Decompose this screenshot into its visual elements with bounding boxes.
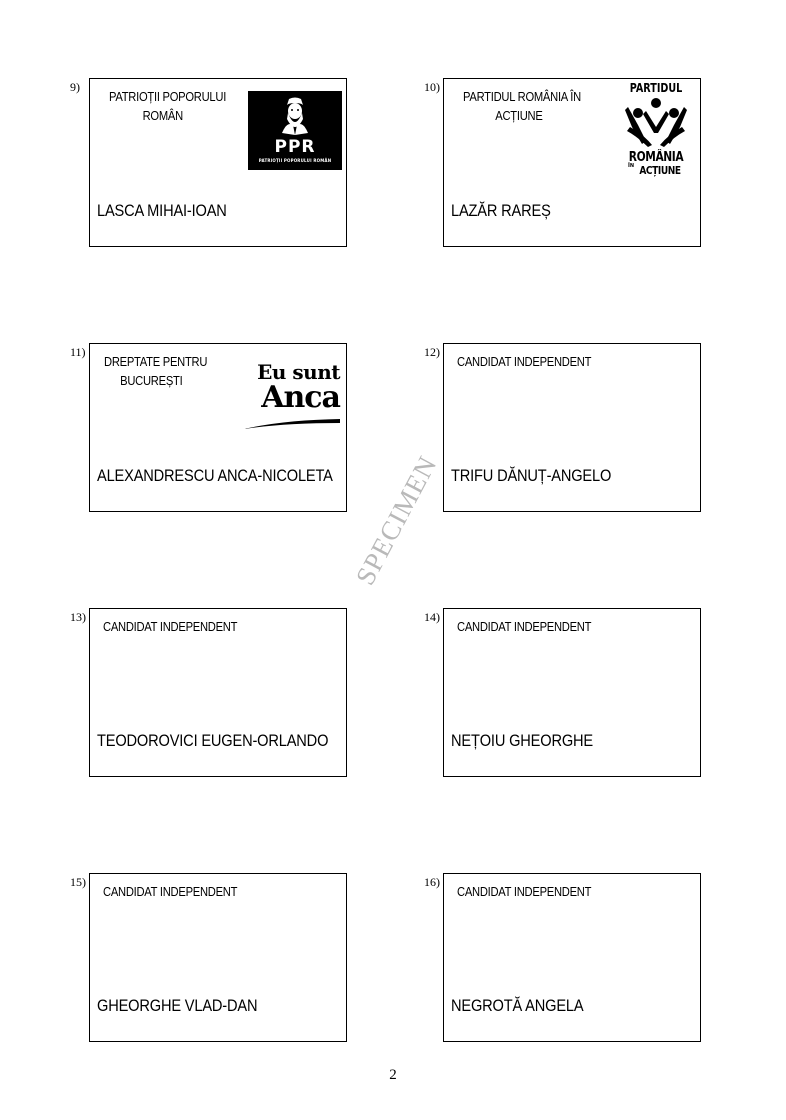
party-name (463, 87, 581, 125)
anca-logo-line1: Eu sunt (257, 360, 340, 384)
party-name (103, 617, 237, 636)
party-name-line: CANDIDAT INDEPENDENT (103, 884, 238, 899)
ra-logo-text-2: ACȚIUNE (639, 164, 681, 177)
candidate-name: TRIFU DĂNUȚ-ANGELO (451, 466, 612, 485)
candidate-name: LASCA MIHAI-IOAN (97, 201, 227, 220)
party-name-line: PATRIOȚII POPORULUI (109, 89, 227, 104)
ballot-box[interactable] (89, 78, 347, 247)
ra-logo-text-in: ÎN (628, 163, 635, 169)
party-name-line: CANDIDAT INDEPENDENT (457, 619, 592, 634)
swoosh-icon (244, 418, 340, 430)
entry-number: 14) (424, 610, 440, 624)
ppr-logo (248, 91, 342, 170)
party-name-line: DREPTATE PENTRU (104, 354, 208, 369)
romania-in-actiune-logo (618, 81, 694, 177)
party-name (109, 87, 227, 125)
ballot-box[interactable] (89, 873, 347, 1042)
candidate-name: LAZĂR RAREȘ (451, 201, 551, 220)
ppr-logo-text: PPR (274, 137, 316, 157)
entry-number: 11) (70, 345, 86, 359)
entry-number: 10) (424, 80, 440, 94)
entry-number: 16) (424, 875, 440, 889)
ra-logo-top-text: PARTIDUL (629, 81, 683, 95)
candidate-name: TEODOROVICI EUGEN-ORLANDO (97, 731, 329, 750)
entry-number: 13) (70, 610, 86, 624)
party-name-line: BUCUREȘTI (120, 373, 183, 388)
party-name (457, 352, 591, 371)
party-name-line: CANDIDAT INDEPENDENT (457, 354, 592, 369)
anca-logo-line2: Anca (261, 380, 340, 415)
ballot-box[interactable] (89, 608, 347, 777)
party-name (104, 352, 208, 390)
ra-logo-text-1: ROMÂNIA (628, 150, 684, 165)
people-figures-icon (624, 97, 688, 149)
entry-number: 9) (70, 80, 80, 94)
party-name (457, 617, 591, 636)
candidate-name: ALEXANDRESCU ANCA-NICOLETA (97, 466, 333, 485)
ppr-logo-subtext: PATRIOȚII POPORULUI ROMÂN (258, 158, 332, 163)
party-name-line: ROMÂN (142, 108, 183, 123)
page-number: 2 (389, 1067, 397, 1083)
entry-number: 12) (424, 345, 440, 359)
specimen-watermark: SPECIMEN (349, 450, 443, 590)
party-name-line: PARTIDUL ROMÂNIA ÎN (463, 89, 581, 104)
ppr-portrait-icon (279, 97, 311, 135)
candidate-name: NEȚOIU GHEORGHE (451, 731, 594, 750)
party-name (457, 882, 591, 901)
candidate-name: GHEORGHE VLAD-DAN (97, 996, 258, 1015)
ballot-box[interactable] (443, 343, 701, 512)
eu-sunt-anca-logo (244, 360, 340, 430)
ballot-box[interactable] (443, 608, 701, 777)
ballot-box[interactable] (89, 343, 347, 512)
party-name (103, 882, 237, 901)
ballot-box[interactable] (443, 78, 701, 247)
party-name-line: CANDIDAT INDEPENDENT (457, 884, 592, 899)
party-name-line: CANDIDAT INDEPENDENT (103, 619, 238, 634)
entry-number: 15) (70, 875, 86, 889)
ballot-box[interactable] (443, 873, 701, 1042)
party-name-line: ACȚIUNE (495, 108, 543, 123)
candidate-name: NEGROTĂ ANGELA (451, 996, 584, 1015)
